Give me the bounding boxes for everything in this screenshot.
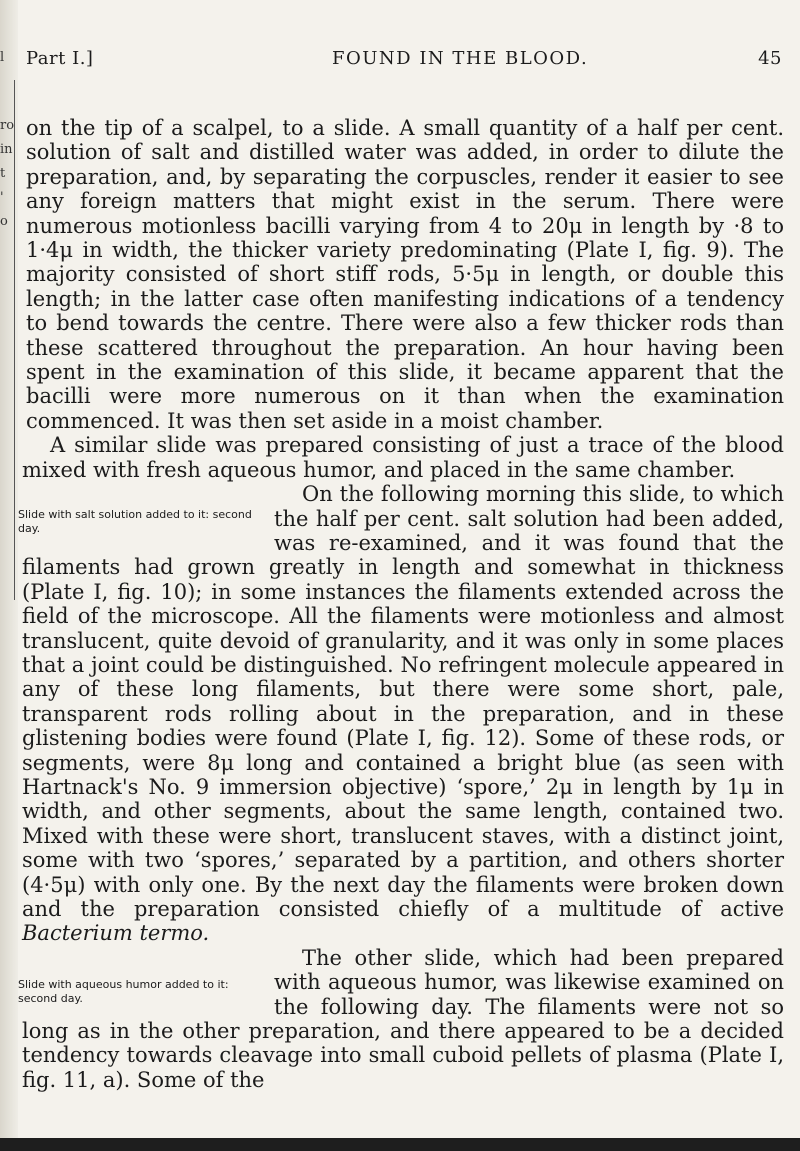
paragraph-3-text: On the following morning this slide, to which the half per cent. salt solution had been added, was re-examined, and it was found that the filaments had grown greatly in length and somewhat in thickness (Plate I, fig. 10); in some instances the filaments extended across the field of the microscope. All the filaments were motionless and almost translucent, quite devoid of granularity, and it was only in some places that a joint could be distinguished. No refringent molecule appeared in any of these long filaments, but there were some short, pale, transparent rods rolling about in the preparation, and in these glistening bodies were found (Plate I, fig. 12). Some of these rods, or segments, were 8μ long and contained a bright blue (as seen with Hartnack's No. 9 immersion objective) ‘spore,’ 2μ in length by 1μ in width, and other segments, about the same length, contained two. Mixed with these were short, translucent staves, with a distinct joint, some with two ‘spores,’ separated by a partition, and others shorter (4·5μ) with only one. By the next day the filaments were broken down and the preparation consisted chiefly of a multitude of active (22, 482, 784, 921)
spine-fragment: l (0, 50, 5, 65)
page-number: 45 (758, 48, 782, 69)
page-body (18, 116, 784, 1092)
running-title: FOUND IN THE BLOOD. (332, 48, 589, 69)
gutter-rule (14, 80, 15, 600)
spine-fragment: ' (0, 190, 4, 205)
sidenote-salt-solution (18, 484, 266, 554)
part-label: Part I.] (26, 48, 94, 69)
spine-fragment: t (0, 166, 6, 181)
bottom-edge-bar (0, 1138, 800, 1151)
species-name: Bacterium termo. (22, 921, 210, 946)
sidenote-text: Slide with aqueous humor added to it: second day. (18, 977, 229, 1005)
page-header (26, 48, 782, 78)
paragraph-1: on the tip of a scalpel, to a slide. A small quantity of a half per cent. solution of salt and distilled water was added, in order to dilute the preparation, and, by separating the corpuscles, render it easier to see any foreign matters that might exist in the serum. There were numerous motionless bacilli varying from 4 to 20μ in length by ·8 to 1·4μ in width, the thicker variety predominating (Plate I, fig. 9). The majority consisted of short stiff rods, 5·5μ in length, or double this length; in the latter case often manifesting indications of a tendency to bend towards the centre. There were also a few thicker rods than these scattered throughout the preparation. An hour having been spent in the examination of this slide, it became apparent that the bacilli were more numerous on it than when the examination commenced. It was then set aside in a moist chamber. (26, 116, 784, 433)
sidenote-text: Slide with salt solution added to it: second day. (18, 508, 252, 536)
spine-fragment: ro (0, 118, 15, 133)
sidenote-aqueous-humor (18, 948, 266, 1018)
spine-fragment: o (0, 214, 8, 229)
paragraph-4: The other slide, which had been prepared with aqueous humor, was likewise examined on the following day. The filaments were not so long as in the other preparation, and there appeared to be a decided tendency towards cleavage into small cuboid pellets of plasma (Plate I, fig. 11, a). Some of the (22, 945, 784, 1092)
spine-fragment: in (0, 142, 13, 157)
paragraph-2: A similar slide was prepared consisting of just a trace of the blood mixed with fresh aqueous humor, and placed in the same chamber. (22, 433, 784, 482)
